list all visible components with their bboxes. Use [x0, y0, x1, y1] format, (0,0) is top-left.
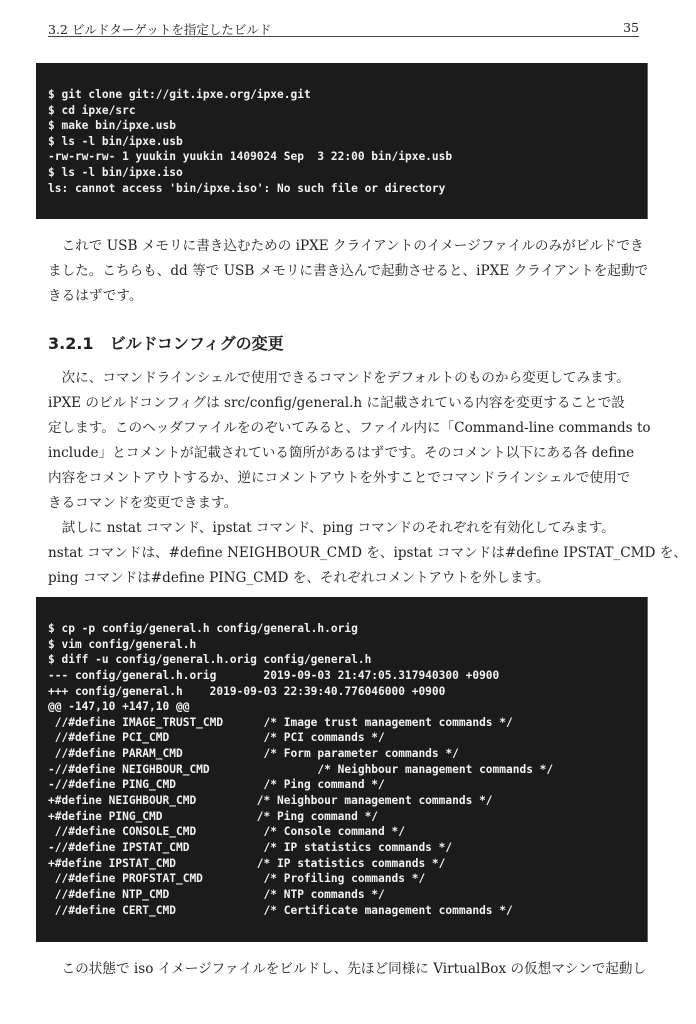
code-line: +#define NEIGHBOUR_CMD /* Neighbour management commands */	[48, 794, 493, 808]
code-block-diff-config	[36, 597, 648, 942]
text-line: きるはずです。	[48, 288, 143, 304]
code-line: -//#define PING_CMD /* Ping command */	[48, 778, 385, 792]
code-line: -//#define NEIGHBOUR_CMD /* Neighbour management commands */	[48, 762, 554, 776]
running-header	[48, 18, 639, 37]
section-title-text: ビルドコンフィグの変更	[109, 334, 284, 353]
text-line: include」とコメントが記載されている箇所があるはずです。そのコメント以下にある各 define	[48, 445, 635, 461]
text-line: ping コマンドは#define PING_CMD を、それぞれコメントアウトを外します。	[48, 570, 550, 586]
code-line: $ ls -l bin/ipxe.iso	[48, 165, 183, 179]
code-line: //#define PCI_CMD /* PCI commands */	[48, 731, 385, 745]
paragraph-build-config	[48, 366, 687, 591]
text-line: 試しに nstat コマンド、ipstat コマンド、ping コマンドのそれぞれを有効化してみます。	[48, 520, 615, 536]
text-line: きるコマンドを変更できます。	[48, 495, 238, 511]
page-number: 35	[623, 20, 639, 35]
code-block-build-usb	[36, 63, 648, 219]
code-line: @@ -147,10 +147,10 @@	[48, 700, 190, 714]
text-line: この状態で iso イメージファイルをビルドし、先ほど同様に VirtualBox の仮想マシンで起動し	[48, 961, 647, 977]
code-line: +++ config/general.h 2019-09-03 22:39:40.776046000 +0900	[48, 684, 446, 698]
text-line: 次に、コマンドラインシェルで使用できるコマンドをデフォルトのものから変更してみます。	[48, 370, 630, 386]
code-line: -//#define IPSTAT_CMD /* IP statistics commands */	[48, 840, 453, 854]
text-line: これで USB メモリに書き込むための iPXE クライアントのイメージファイルのみがビルドでき	[48, 238, 644, 254]
section-title: 3.2 ビルドターゲットを指定したビルド	[48, 22, 272, 37]
text-line: ました。こちらも、dd 等で USB メモリに書き込んで起動させると、iPXE クライアントを起動で	[48, 263, 649, 279]
text-line: iPXE のビルドコンフィグは src/config/general.h に記載されている内容を変更することで設	[48, 395, 625, 411]
code-line: $ cd ipxe/src	[48, 103, 136, 117]
code-line: +#define PING_CMD /* Ping command */	[48, 809, 379, 823]
code-line: $ make bin/ipxe.usb	[48, 119, 176, 133]
code-line: //#define CONSOLE_CMD /* Console command */	[48, 825, 405, 839]
code-line: //#define IMAGE_TRUST_CMD /* Image trust management commands */	[48, 715, 513, 729]
code-line: $ diff -u config/general.h.orig config/general.h	[48, 653, 372, 667]
code-line: //#define CERT_CMD /* Certificate management commands */	[48, 903, 513, 917]
code-line: //#define PARAM_CMD /* Form parameter commands */	[48, 747, 459, 761]
text-line: 内容をコメントアウトするか、逆にコメントアウトを外すことでコマンドラインシェルで使用で	[48, 470, 631, 486]
code-line: $ vim config/general.h	[48, 637, 197, 651]
section-heading	[48, 331, 284, 354]
text-line: 定します。このヘッダファイルをのぞいてみると、ファイル内に「Command-line commands to	[48, 420, 651, 436]
paragraph-iso-build	[48, 957, 647, 982]
code-line: -rw-rw-rw- 1 yuukin yuukin 1409024 Sep 3 22:00 bin/ipxe.usb	[48, 150, 453, 164]
code-line: //#define PROFSTAT_CMD /* Profiling commands */	[48, 872, 426, 886]
code-line: $ ls -l bin/ipxe.usb	[48, 134, 183, 148]
code-line: $ git clone git://git.ipxe.org/ipxe.git	[48, 88, 311, 101]
code-line: --- config/general.h.orig 2019-09-03 21:47:05.317940300 +0900	[48, 668, 500, 682]
code-line: $ cp -p config/general.h config/general.h.orig	[48, 622, 358, 635]
text-line: nstat コマンドは、#define NEIGHBOUR_CMD を、ipstat コマンドは#define IPSTAT_CMD を、	[48, 545, 687, 561]
code-line: +#define IPSTAT_CMD /* IP statistics commands */	[48, 856, 446, 870]
section-number: 3.2.1	[48, 334, 94, 353]
code-line: //#define NTP_CMD /* NTP commands */	[48, 887, 385, 901]
paragraph-usb-build	[48, 234, 649, 309]
code-line: ls: cannot access 'bin/ipxe.iso': No such file or directory	[48, 181, 446, 195]
